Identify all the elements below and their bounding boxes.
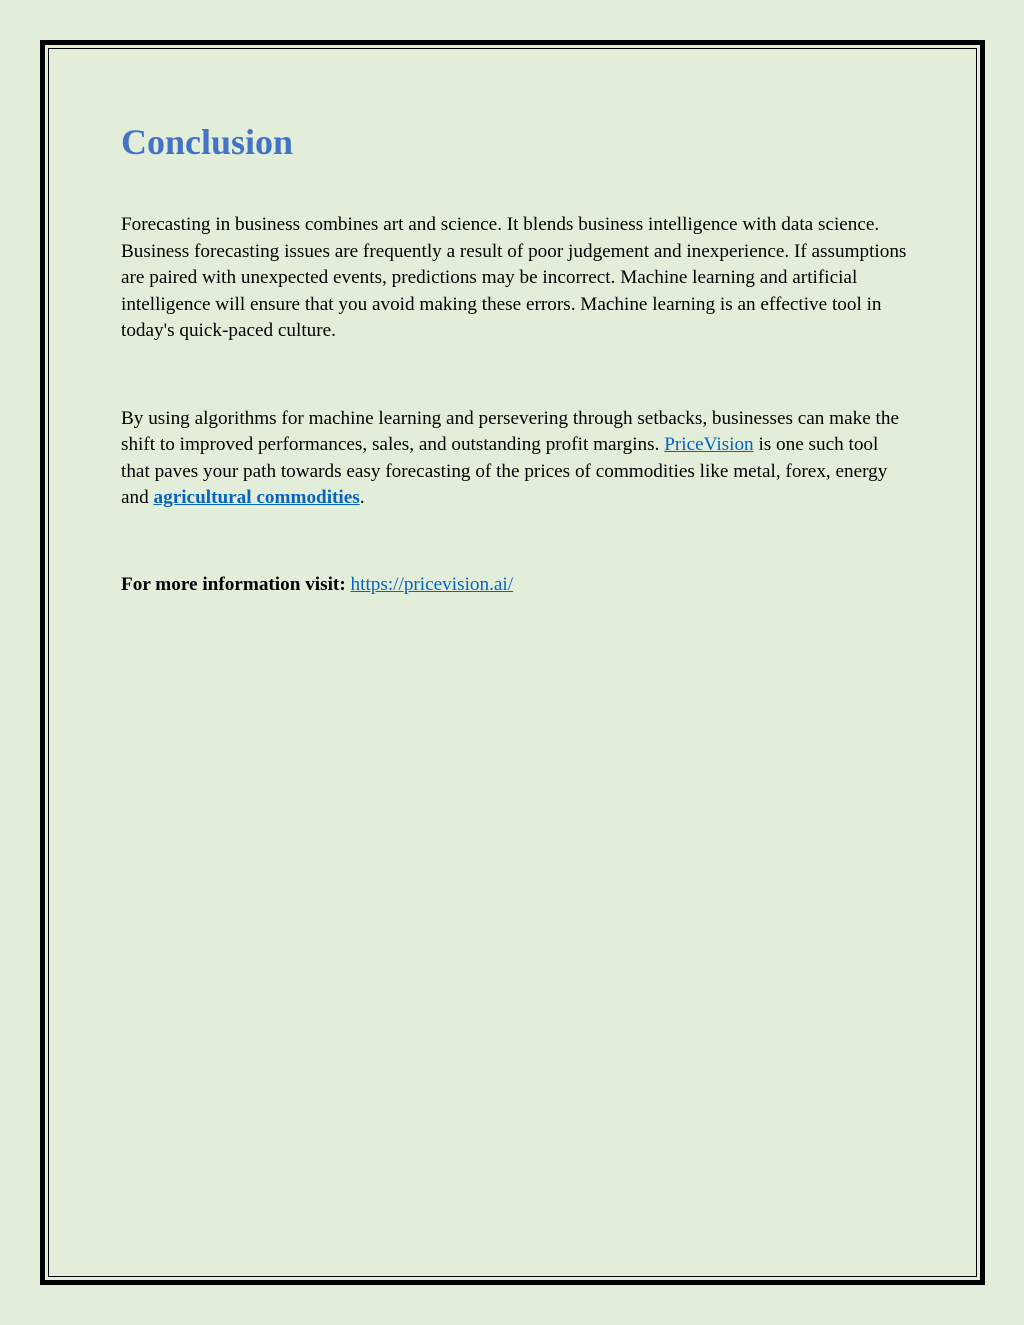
conclusion-paragraph-1: Forecasting in business combines art and science. It blends business intelligence with data science. Business forecasting issues are frequently a result of poor judgement and inexperience. If assumptions are paired with unexpected events, predictions may be incorrect. Machine learning and artificial intelligence will ensure that you avoid making these errors. Machine learning is an effective tool in today's quick-paced culture. <box>121 214 907 341</box>
more-info-line <box>121 572 911 599</box>
more-info-label: For more information visit: <box>121 573 346 595</box>
conclusion-paragraph-2 <box>121 406 911 512</box>
pricevision-link[interactable]: PriceVision <box>664 434 754 455</box>
agricultural-commodities-link[interactable]: agricultural commodities <box>153 487 360 508</box>
website-url-link[interactable]: https://pricevision.ai/ <box>350 573 514 595</box>
page-title: Conclusion <box>121 122 294 162</box>
paragraph-2-text-middle: is one such tool that paves your path towards easy forecasting of the prices of commodities like metal, forex, energy and <box>121 434 888 508</box>
paragraph-2-text-end: . <box>359 487 365 508</box>
document-body <box>121 118 911 598</box>
paragraph-2-text-start: By using algorithms for machine learning and persevering through setbacks, businesses can make the shift to improved performances, sales, and outstanding profit margins. <box>121 407 899 455</box>
